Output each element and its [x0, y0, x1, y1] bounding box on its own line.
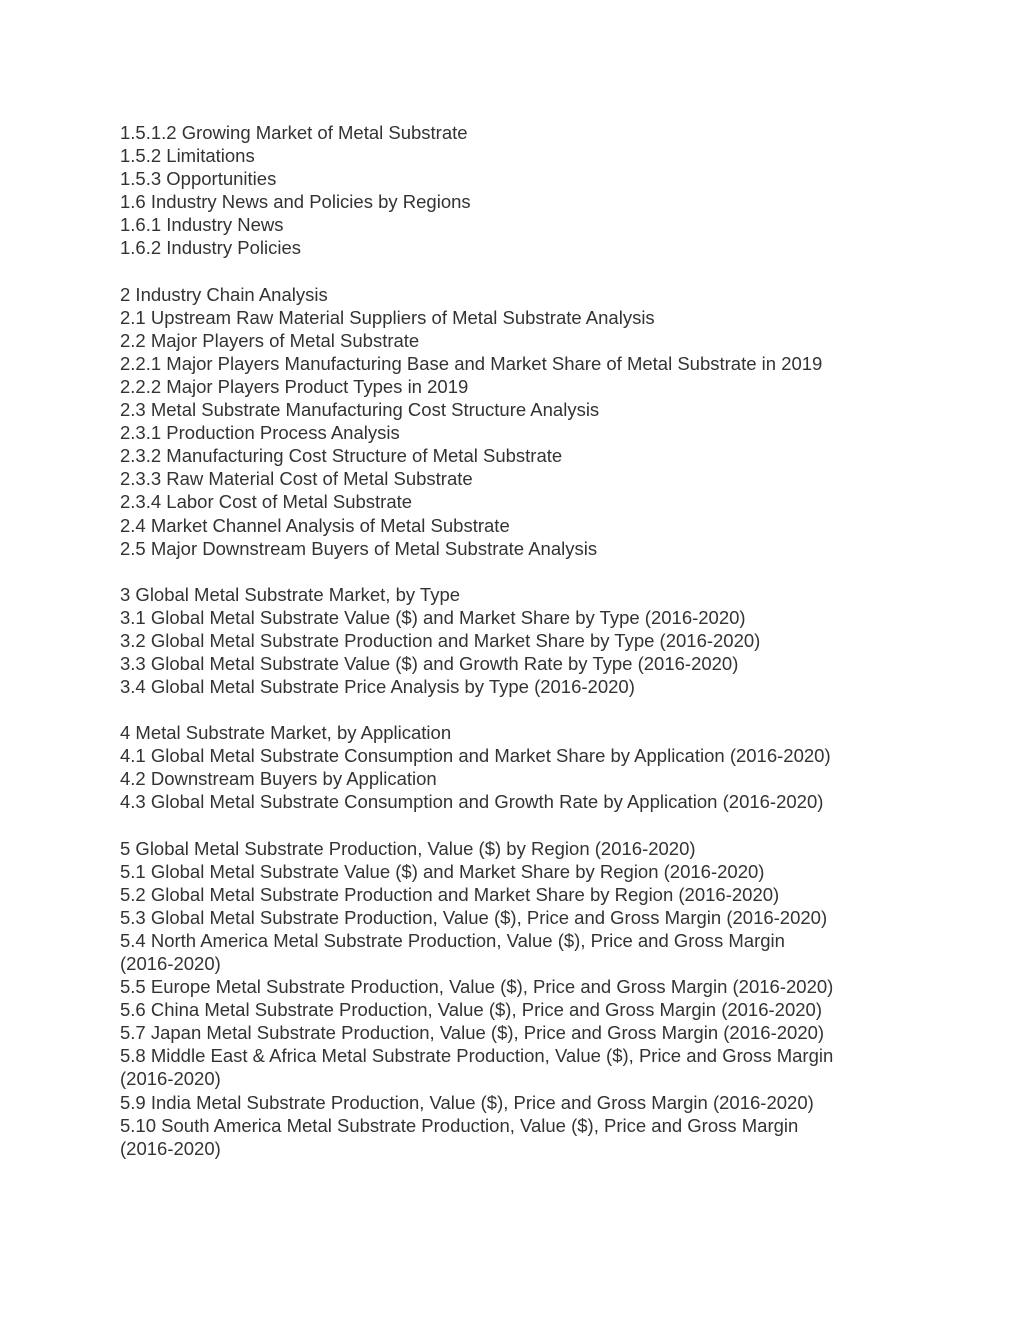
toc-line: 1.6 Industry News and Policies by Regions	[120, 191, 471, 213]
document-page	[120, 121, 920, 1183]
toc-section-2	[120, 283, 920, 560]
toc-line: 3.4 Global Metal Substrate Price Analysis by Type (2016-2020)	[120, 676, 635, 698]
toc-line: 4.3 Global Metal Substrate Consumption and Growth Rate by Application (2016-2020)	[120, 791, 824, 813]
toc-line: 1.5.2 Limitations	[120, 145, 255, 167]
toc-line: 2.2.2 Major Players Product Types in 2019	[120, 375, 469, 397]
toc-line: 5.3 Global Metal Substrate Production, Value ($), Price and Gross Margin (2016-2020)	[120, 906, 828, 928]
toc-section-3	[120, 583, 920, 698]
toc-line: 1.6.1 Industry News	[120, 214, 284, 236]
toc-line: 2.3.3 Raw Material Cost of Metal Substrate	[120, 468, 473, 490]
toc-heading: 5 Global Metal Substrate Production, Value ($) by Region (2016-2020)	[120, 837, 696, 859]
toc-line: 4.2 Downstream Buyers by Application	[120, 768, 437, 790]
toc-line: 2.5 Major Downstream Buyers of Metal Substrate Analysis	[120, 537, 598, 559]
toc-line-continuation: (2016-2020)	[120, 1137, 221, 1159]
toc-line: 5.10 South America Metal Substrate Production, Value ($), Price and Gross Margin	[120, 1114, 799, 1136]
toc-line: 5.4 North America Metal Substrate Production, Value ($), Price and Gross Margin	[120, 929, 785, 951]
toc-line: 2.2.1 Major Players Manufacturing Base and Market Share of Metal Substrate in 2019	[120, 352, 823, 374]
toc-line: 5.7 Japan Metal Substrate Production, Value ($), Price and Gross Margin (2016-2020)	[120, 1022, 825, 1044]
toc-line: 5.5 Europe Metal Substrate Production, Value ($), Price and Gross Margin (2016-2020)	[120, 976, 834, 998]
toc-line: 2.3.4 Labor Cost of Metal Substrate	[120, 491, 413, 513]
toc-line: 5.9 India Metal Substrate Production, Value ($), Price and Gross Margin (2016-2020)	[120, 1091, 814, 1113]
toc-line: 5.6 China Metal Substrate Production, Value ($), Price and Gross Margin (2016-2020)	[120, 999, 822, 1021]
toc-section-1	[120, 121, 920, 260]
toc-heading: 2 Industry Chain Analysis	[120, 283, 328, 305]
toc-line: 1.5.3 Opportunities	[120, 168, 277, 190]
toc-line: 4.1 Global Metal Substrate Consumption and Market Share by Application (2016-2020)	[120, 745, 831, 767]
toc-line: 2.3.1 Production Process Analysis	[120, 422, 400, 444]
toc-line: 1.5.1.2 Growing Market of Metal Substrate	[120, 122, 468, 143]
toc-line: 2.2 Major Players of Metal Substrate	[120, 329, 420, 351]
toc-line: 2.1 Upstream Raw Material Suppliers of Metal Substrate Analysis	[120, 306, 655, 328]
toc-line: 5.1 Global Metal Substrate Value ($) and Market Share by Region (2016-2020)	[120, 860, 765, 882]
toc-heading: 3 Global Metal Substrate Market, by Type	[120, 583, 461, 605]
toc-line: 5.8 Middle East & Africa Metal Substrate Production, Value ($), Price and Gross Margin	[120, 1045, 834, 1067]
toc-line: 3.1 Global Metal Substrate Value ($) and Market Share by Type (2016-2020)	[120, 606, 746, 628]
toc-line-continuation: (2016-2020)	[120, 953, 221, 974]
toc-line: 2.3 Metal Substrate Manufacturing Cost Structure Analysis	[120, 399, 600, 421]
toc-line: 2.3.2 Manufacturing Cost Structure of Metal Substrate	[120, 445, 563, 467]
toc-line: 3.3 Global Metal Substrate Value ($) and Growth Rate by Type (2016-2020)	[120, 652, 739, 674]
toc-line: 5.2 Global Metal Substrate Production and Market Share by Region (2016-2020)	[120, 883, 780, 905]
toc-line: 2.4 Market Channel Analysis of Metal Substrate	[120, 514, 510, 536]
toc-line-continuation: (2016-2020)	[120, 1068, 221, 1090]
toc-section-5	[120, 837, 920, 1160]
toc-heading: 4 Metal Substrate Market, by Application	[120, 722, 452, 744]
toc-section-4	[120, 721, 920, 813]
toc-line: 3.2 Global Metal Substrate Production and Market Share by Type (2016-2020)	[120, 629, 761, 651]
toc-line: 1.6.2 Industry Policies	[120, 237, 301, 259]
